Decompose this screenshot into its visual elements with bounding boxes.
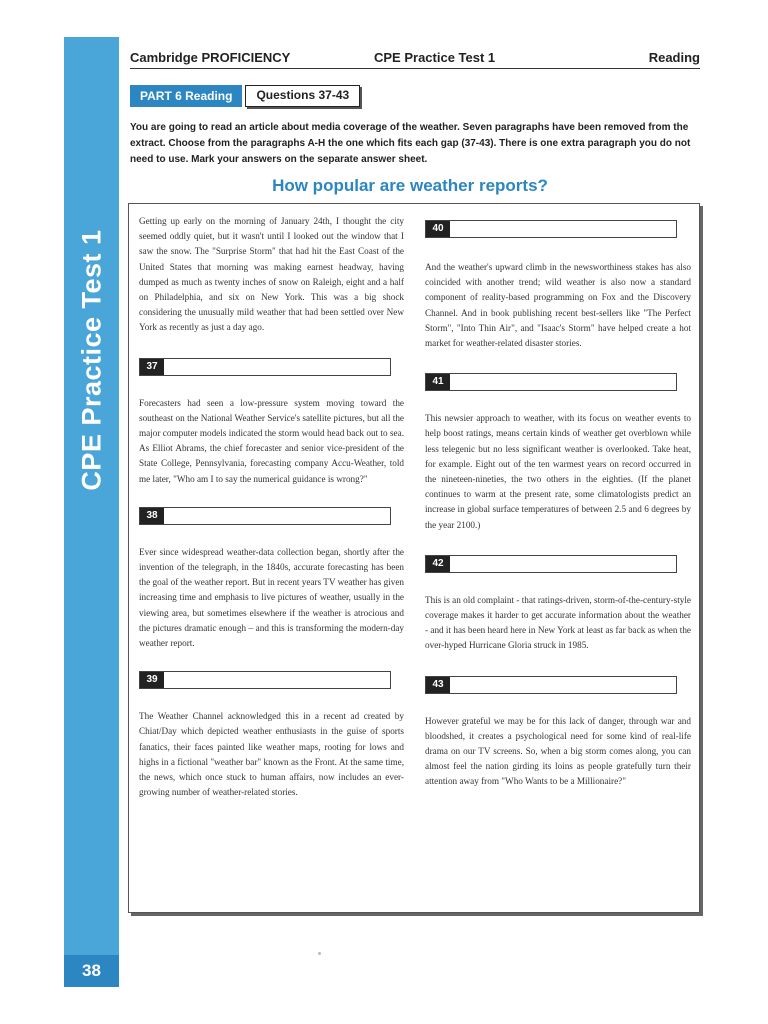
paragraph: Ever since widespread weather-data collection began, shortly after the invention of the telegraph, in the 1840s, accurate forecasting has been the goal of the weather report. But in recent years TV weather has given increasing time and emphasis to live pictures of weather, usually in the viewing area, but sometimes elsewhere if the weather is atrocious and the pictures dramatic enough – and this is transforming the modern-day weather report.: [139, 546, 404, 649]
answer-gap-40[interactable]: [425, 220, 677, 238]
paragraph: The Weather Channel acknowledged this in a recent ad created by Chiat/Day which depicted weather enthusiasts in the guise of sports fanatics, their faces painted like weather maps, rooting for lows and highs in a fictional "weather bar" known as the Front. At the same time, the news, which once stuck to human affairs, now includes an ever-growing number of weather-related stories.: [139, 711, 404, 798]
answer-gap-39[interactable]: [139, 671, 391, 689]
article-box: [128, 203, 700, 913]
paragraph: Getting up early on the morning of January 24th, I thought the city seemed oddly quiet, but it wasn't until I looked out the window that I saw the snow. The "Surprise Storm" that had hit the East Coast of the United States that morning was making earnest headway, having dumped as much as twenty inches of snow on Raleigh, eight and a half on Philadelphia, and six on New York. This was a big shock considering the unusually mild weather that had been settled over New York as recently as just a day ago.: [139, 216, 404, 333]
part-tab: [130, 85, 360, 107]
answer-gap-43[interactable]: [425, 676, 677, 694]
article-title: How popular are weather reports?: [272, 176, 548, 195]
paragraph: However grateful we may be for this lack of danger, through war and bloodshed, it creates a psychological need for some kind of real-life drama on our TV screens. So, when a big storm comes along, you can almost feel the nation girding its loins as people gratefully turn their attention away from "Who Wants to be a Millionaire?": [425, 715, 691, 787]
answer-gap-38[interactable]: [139, 507, 391, 525]
header-divider: [130, 68, 700, 69]
gap-number: 37: [140, 359, 164, 375]
gap-number: 42: [426, 556, 450, 572]
article-column-left: [139, 214, 404, 800]
gap-number: 39: [140, 672, 164, 688]
header-section: Reading: [648, 50, 700, 65]
page-number: 38: [64, 955, 119, 987]
instructions: You are going to read an article about media coverage of the weather. Seven paragraphs have been removed from the extract. Choose from the paragraphs A-H the one which fits each gap (37-43). There is one extra paragraph you do not need to use. Mark your answers on the separate answer sheet.: [130, 122, 691, 165]
answer-gap-37[interactable]: [139, 358, 391, 376]
answer-gap-41[interactable]: [425, 373, 677, 391]
article-column-right: [425, 220, 691, 790]
paragraph: Forecasters had seen a low-pressure system moving toward the southeast on the National Weather Service's satellite pictures, but all the major computer models indicated the storm would head back out to sea. As Elliot Abrams, the chief forecaster and senior vice-president of the State College, Pennsylvania, forecasting company Accu-Weather, told me later, "Who am I to say the numerical guidance is wrong?": [139, 397, 404, 484]
sidebar-band: [64, 37, 119, 987]
part-label: PART 6 Reading: [130, 85, 242, 107]
paragraph: This is an old complaint - that ratings-driven, storm-of-the-century-style coverage makes it harder to get accurate information about the weather - and it has been heard here in New York at least as far back as when the over-hyped Hurricane Gloria struck in 1985.: [425, 594, 691, 651]
header-book-title: Cambridge PROFICIENCY: [130, 50, 291, 65]
page-mark: [318, 952, 321, 955]
header-test-title: CPE Practice Test 1: [374, 50, 496, 65]
paragraph: This newsier approach to weather, with its focus on weather events to help boost ratings, means certain kinds of weather get overblown while less telegenic but no less significant weather is overlooked. Take heat, for example. Eight out of the ten warmest years on record occurred in the nineteen-nineties, the two others in the eighties. (If the planet continues to warm at the present rate, some climatologists predict an increase in global surface temperatures of between 2.5 and 6 degrees by the year 2100.): [425, 413, 691, 530]
gap-number: 40: [426, 221, 450, 237]
answer-gap-42[interactable]: [425, 555, 677, 573]
running-header: [130, 50, 700, 70]
gap-number: 41: [426, 374, 450, 390]
questions-label: Questions 37-43: [245, 85, 360, 107]
gap-number: 38: [140, 508, 164, 524]
paragraph: And the weather's upward climb in the newsworthiness stakes has also coincided with another trend; wild weather is also now a standard component of reality-based programming on Fox and the Discovery Channel. And in book publishing recent best-sellers like "The Perfect Storm", "Into Thin Air", and "Isaac's Storm" have helped create a hot market for weather-related disaster stories.: [425, 262, 691, 349]
gap-number: 43: [426, 677, 450, 693]
sidebar-title: CPE Practice Test 1: [76, 229, 106, 491]
